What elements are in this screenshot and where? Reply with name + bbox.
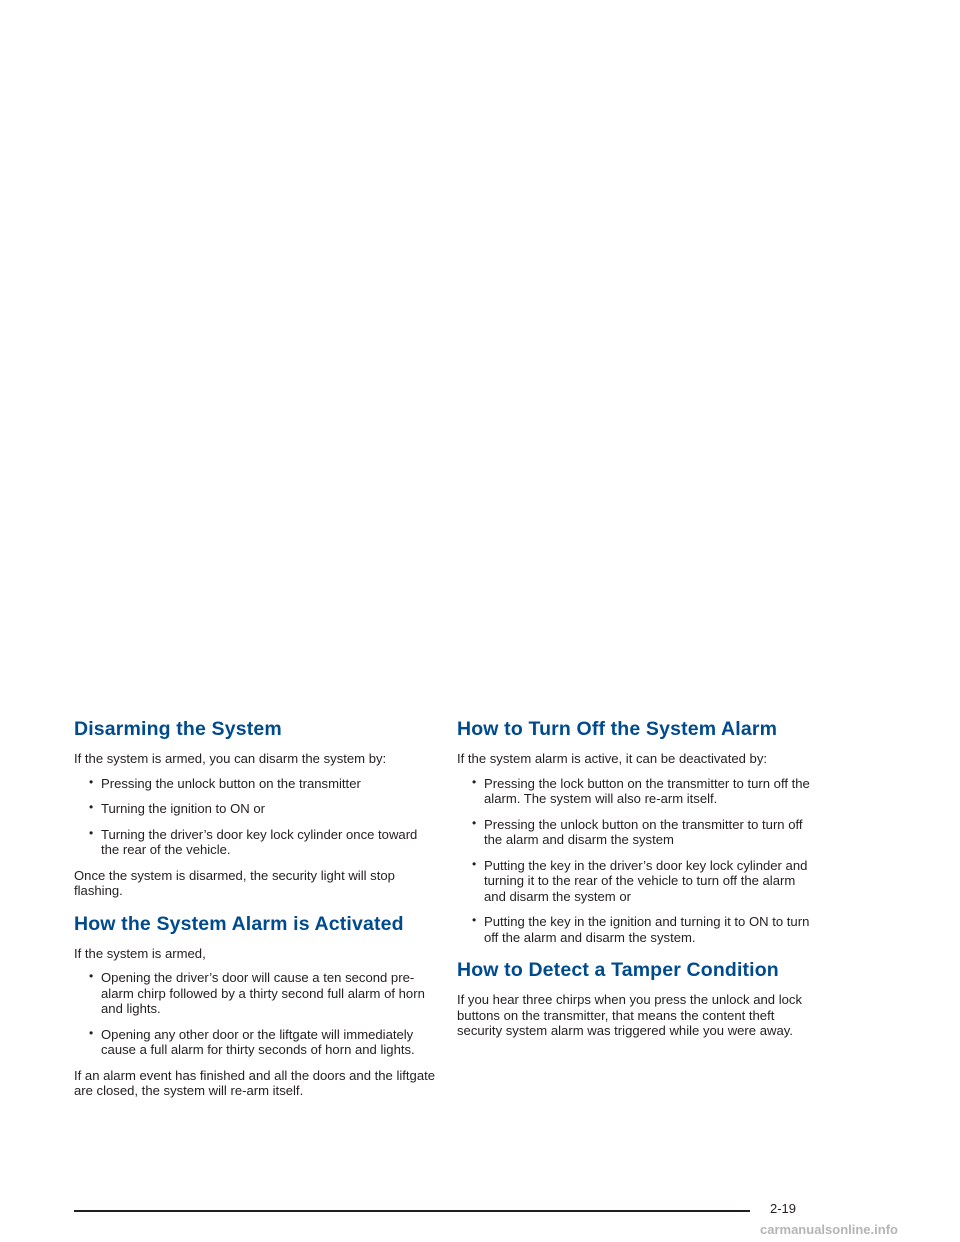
disarming-intro: If the system is armed, you can disarm the system by:	[74, 751, 387, 766]
bullet-icon: •	[89, 774, 94, 789]
list-item: • Pressing the lock button on the transmitter to turn off the alarm. The system will also re-arm itself.	[472, 774, 810, 806]
activated-intro: If the system is armed,	[74, 945, 206, 961]
list-item: • Turning the ignition to ON or	[89, 800, 265, 816]
bullet-icon: •	[472, 815, 477, 830]
bullet-icon: •	[472, 913, 477, 927]
bullet-icon: •	[89, 800, 94, 814]
disarming-section	[74, 716, 436, 899]
right-column	[457, 716, 819, 1048]
list-item: • Putting the key in the driver’s door key lock cylinder and turning it to the rear of the vehicle to turn off the alarm and disarm the system or	[472, 856, 808, 904]
watermark-text: carmanualsonline.info	[760, 1222, 898, 1237]
activated-outro: If an alarm event has finished and all the doors and the liftgate are closed, the system will re-arm itself.	[74, 1067, 436, 1098]
tamper-heading: How to Detect a Tamper Condition	[457, 959, 779, 981]
list-item: • Opening the driver’s door will cause a ten second pre-alarm chirp followed by a thirty second full alarm of horn and lights.	[89, 969, 425, 1016]
list-item: • Turning the driver’s door key lock cylinder once toward the rear of the vehicle.	[89, 825, 418, 857]
turn-off-intro: If the system alarm is active, it can be deactivated by:	[457, 751, 768, 766]
disarming-outro: Once the system is disarmed, the security light will stop flashing.	[74, 867, 395, 898]
disarming-heading: Disarming the System	[74, 718, 282, 740]
list-item: • Pressing the unlock button on the transmitter to turn off the alarm and disarm the system	[472, 815, 803, 847]
turn-off-list	[457, 776, 819, 946]
tamper-body: If you hear three chirps when you press the unlock and lock buttons on the transmitter, that means the content theft security system alarm was triggered while you were away.	[457, 992, 802, 1038]
bullet-icon: •	[472, 856, 477, 871]
bullet-icon: •	[89, 969, 94, 983]
activated-list	[74, 970, 436, 1058]
page-number: 2-19	[770, 1201, 797, 1216]
turn-off-section	[457, 716, 819, 945]
activated-section	[74, 911, 436, 1099]
bullet-icon: •	[89, 825, 94, 840]
left-column	[74, 716, 436, 1108]
activated-heading: How the System Alarm is Activated	[74, 912, 404, 935]
list-item: • Opening any other door or the liftgate will immediately cause a full alarm for thirty seconds of horn and lights.	[89, 1025, 415, 1057]
list-item: • Pressing the unlock button on the transmitter	[89, 774, 361, 791]
footer-rule	[74, 1210, 750, 1212]
bullet-icon: •	[472, 774, 477, 789]
turn-off-heading: How to Turn Off the System Alarm	[457, 718, 778, 740]
disarming-list	[74, 776, 436, 858]
tamper-section	[457, 957, 819, 1039]
list-item: • Putting the key in the ignition and turning it to ON to turn off the alarm and disarm the system.	[472, 913, 810, 945]
bullet-icon: •	[89, 1025, 94, 1040]
